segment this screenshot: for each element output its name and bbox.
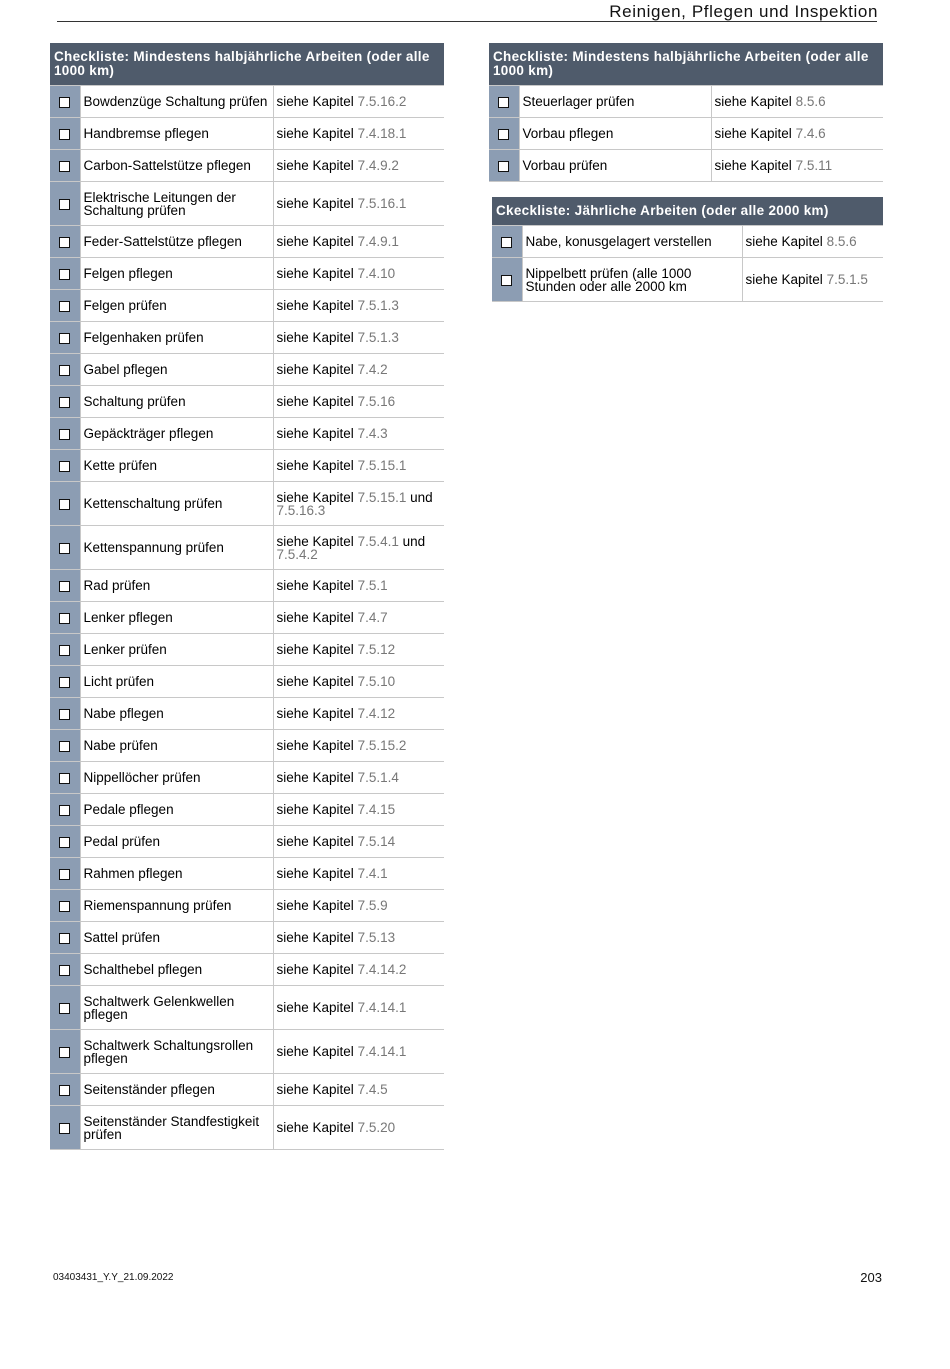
checkbox-cell bbox=[489, 150, 519, 182]
chapter-reference bbox=[273, 482, 444, 526]
checklist-row bbox=[50, 258, 444, 290]
reference-prefix: siehe Kapitel bbox=[745, 234, 823, 249]
task-label: Handbremse pflegen bbox=[80, 118, 273, 150]
reference-prefix: siehe Kapitel bbox=[276, 834, 354, 849]
checkbox[interactable] bbox=[59, 869, 70, 880]
checklist-row bbox=[50, 602, 444, 634]
task-label: Kettenschaltung prüfen bbox=[80, 482, 273, 526]
reference-prefix: siehe Kapitel bbox=[276, 1120, 354, 1135]
chapter-reference bbox=[273, 570, 444, 602]
task-label: Felgenhaken prüfen bbox=[80, 322, 273, 354]
chapter-reference bbox=[273, 86, 444, 118]
chapter-number-link[interactable]: 7.4.14.1 bbox=[357, 1044, 407, 1059]
checkbox-cell bbox=[50, 258, 80, 290]
chapter-number-link[interactable]: 7.5.1.5 bbox=[826, 272, 868, 287]
checklist-row bbox=[50, 226, 444, 258]
checklist-row bbox=[50, 986, 444, 1030]
chapter-number-link[interactable]: 7.5.16.1 bbox=[357, 196, 407, 211]
reference-prefix: siehe Kapitel bbox=[276, 126, 354, 141]
reference-prefix: siehe Kapitel bbox=[276, 578, 354, 593]
checkbox-cell bbox=[50, 826, 80, 858]
reference-prefix: siehe Kapitel bbox=[276, 158, 354, 173]
reference-prefix: siehe Kapitel bbox=[276, 266, 354, 281]
page-header-title: Reinigen, Pflegen und Inspektion bbox=[609, 2, 878, 21]
checkbox-cell bbox=[50, 322, 80, 354]
checkbox-cell bbox=[50, 450, 80, 482]
chapter-number-link[interactable]: 7.4.12 bbox=[357, 706, 396, 721]
task-label: Rahmen pflegen bbox=[80, 858, 273, 890]
task-label: Seitenständer Standfestigkeit prüfen bbox=[80, 1106, 273, 1150]
task-label: Felgen prüfen bbox=[80, 290, 273, 322]
chapter-reference bbox=[273, 118, 444, 150]
checkbox[interactable] bbox=[59, 933, 70, 944]
reference-prefix: siehe Kapitel bbox=[276, 674, 354, 689]
task-label: Elektrische Leitungen der Schaltung prüfen bbox=[80, 182, 273, 226]
checkbox[interactable] bbox=[498, 161, 509, 172]
checklist-row bbox=[50, 570, 444, 602]
chapter-reference bbox=[273, 1030, 444, 1074]
reference-prefix: siehe Kapitel bbox=[276, 610, 354, 625]
checklist-row bbox=[50, 322, 444, 354]
chapter-number-link[interactable]: 7.5.16.2 bbox=[357, 94, 407, 109]
reference-prefix: siehe Kapitel bbox=[276, 866, 354, 881]
checklist-row bbox=[50, 954, 444, 986]
task-label: Vorbau pflegen bbox=[519, 118, 711, 150]
reference-prefix: siehe Kapitel bbox=[276, 362, 354, 377]
reference-prefix: siehe Kapitel bbox=[276, 489, 354, 505]
header-divider bbox=[57, 21, 877, 22]
checklist-row bbox=[50, 826, 444, 858]
task-label: Riemenspannung prüfen bbox=[80, 890, 273, 922]
reference-prefix: siehe Kapitel bbox=[714, 158, 792, 173]
checklist-row bbox=[492, 226, 883, 258]
reference-prefix: siehe Kapitel bbox=[745, 272, 823, 287]
chapter-reference bbox=[273, 986, 444, 1030]
reference-prefix: siehe Kapitel bbox=[276, 770, 354, 785]
checklist-row bbox=[50, 634, 444, 666]
reference-prefix: siehe Kapitel bbox=[276, 962, 354, 977]
checkbox[interactable] bbox=[59, 269, 70, 280]
chapter-number-link[interactable]: 7.5.9 bbox=[357, 898, 388, 913]
checklist-row bbox=[50, 182, 444, 226]
task-label: Gepäckträger pflegen bbox=[80, 418, 273, 450]
checklist-row bbox=[489, 118, 883, 150]
chapter-number-link[interactable]: 7.4.7 bbox=[357, 610, 388, 625]
table-title: Checkliste: Mindestens halbjährliche Arbeiten (oder alle 1000 km) bbox=[50, 43, 444, 86]
task-label: Nippellöcher prüfen bbox=[80, 762, 273, 794]
chapter-reference bbox=[273, 666, 444, 698]
task-label: Lenker prüfen bbox=[80, 634, 273, 666]
reference-prefix: siehe Kapitel bbox=[714, 94, 792, 109]
checkbox-cell bbox=[50, 86, 80, 118]
checkbox[interactable] bbox=[59, 237, 70, 248]
checklist-row bbox=[50, 386, 444, 418]
chapter-reference bbox=[711, 86, 883, 118]
checklist-row bbox=[50, 1106, 444, 1150]
task-label: Steuerlager prüfen bbox=[519, 86, 711, 118]
chapter-number-link[interactable]: 8.5.6 bbox=[826, 234, 857, 249]
reference-prefix: siehe Kapitel bbox=[276, 426, 354, 441]
chapter-reference bbox=[273, 182, 444, 226]
reference-prefix: siehe Kapitel bbox=[276, 642, 354, 657]
checkbox-cell bbox=[50, 858, 80, 890]
chapter-reference bbox=[273, 226, 444, 258]
task-label: Sattel prüfen bbox=[80, 922, 273, 954]
task-label: Nabe pflegen bbox=[80, 698, 273, 730]
chapter-number-link[interactable]: 7.5.16 bbox=[357, 394, 396, 409]
task-label: Vorbau prüfen bbox=[519, 150, 711, 182]
checkbox[interactable] bbox=[59, 1085, 70, 1096]
task-label: Nippelbett prüfen (alle 1000 Stunden oder alle 2000 km bbox=[522, 258, 742, 302]
task-label: Rad prüfen bbox=[80, 570, 273, 602]
reference-prefix: siehe Kapitel bbox=[276, 898, 354, 913]
checkbox-cell bbox=[50, 986, 80, 1030]
chapter-reference bbox=[273, 354, 444, 386]
checkbox-cell bbox=[50, 386, 80, 418]
checklist-row bbox=[50, 666, 444, 698]
checkbox[interactable] bbox=[59, 333, 70, 344]
checkbox[interactable] bbox=[59, 613, 70, 624]
document-code: 03403431_Y.Y_21.09.2022 bbox=[53, 1272, 174, 1283]
checkbox[interactable] bbox=[59, 741, 70, 752]
chapter-number-link[interactable]: 7.5.10 bbox=[357, 674, 396, 689]
chapter-number-link[interactable]: 7.4.10 bbox=[357, 266, 396, 281]
chapter-reference bbox=[273, 418, 444, 450]
chapter-number-link[interactable]: 7.5.12 bbox=[357, 642, 396, 657]
page-number: 203 bbox=[860, 1270, 882, 1285]
checklist-row bbox=[50, 526, 444, 570]
checkbox[interactable] bbox=[59, 365, 70, 376]
checkbox-cell bbox=[50, 1106, 80, 1150]
chapter-number-link[interactable]: 7.4.14.1 bbox=[357, 1000, 407, 1015]
reference-prefix: siehe Kapitel bbox=[276, 738, 354, 753]
checkbox-cell bbox=[50, 150, 80, 182]
checkbox-cell bbox=[50, 698, 80, 730]
checklist-row bbox=[50, 418, 444, 450]
checklist-row bbox=[50, 890, 444, 922]
table-title: Ckeckliste: Jährliche Arbeiten (oder alle 2000 km) bbox=[492, 197, 883, 226]
checklist-row bbox=[50, 450, 444, 482]
checklist-row bbox=[50, 290, 444, 322]
checklist-row bbox=[50, 858, 444, 890]
chapter-reference bbox=[273, 602, 444, 634]
checkbox-cell bbox=[50, 602, 80, 634]
checkbox-cell bbox=[50, 762, 80, 794]
checklist-row bbox=[50, 1030, 444, 1074]
task-label: Schaltung prüfen bbox=[80, 386, 273, 418]
checklist-row bbox=[50, 482, 444, 526]
checkbox[interactable] bbox=[59, 805, 70, 816]
checklist-row bbox=[492, 258, 883, 302]
task-label: Schaltwerk Gelenkwellen pflegen bbox=[80, 986, 273, 1030]
task-label: Lenker pflegen bbox=[80, 602, 273, 634]
chapter-reference bbox=[273, 890, 444, 922]
chapter-number-link[interactable]: 7.4.9.1 bbox=[357, 234, 399, 249]
checkbox[interactable] bbox=[59, 837, 70, 848]
chapter-number-link[interactable]: 7.5.1.4 bbox=[357, 770, 399, 785]
chapter-number-link[interactable]: 7.5.11 bbox=[795, 158, 833, 173]
chapter-number-link[interactable]: 8.5.6 bbox=[795, 94, 826, 109]
checkbox-cell bbox=[492, 258, 522, 302]
checkbox[interactable] bbox=[59, 161, 70, 172]
chapter-number-link[interactable]: 7.5.14 bbox=[357, 834, 396, 849]
chapter-number-link[interactable]: 7.5.20 bbox=[357, 1120, 396, 1135]
chapter-number-link[interactable]: 7.5.15.2 bbox=[357, 738, 407, 753]
chapter-reference bbox=[273, 954, 444, 986]
chapter-number-link[interactable]: 7.4.3 bbox=[357, 426, 388, 441]
chapter-number-link[interactable]: 7.5.13 bbox=[357, 930, 396, 945]
task-label: Carbon-Sattelstütze pflegen bbox=[80, 150, 273, 182]
chapter-number-link[interactable]: 7.5.15.1 bbox=[357, 458, 407, 473]
chapter-number-link[interactable]: 7.5.16.3 bbox=[276, 502, 326, 518]
reference-joiner: und bbox=[410, 489, 433, 505]
checkbox[interactable] bbox=[59, 461, 70, 472]
chapter-reference bbox=[273, 1106, 444, 1150]
chapter-reference bbox=[273, 258, 444, 290]
checkbox-cell bbox=[50, 182, 80, 226]
checkbox-cell bbox=[50, 418, 80, 450]
task-label: Felgen pflegen bbox=[80, 258, 273, 290]
checkbox-cell bbox=[50, 730, 80, 762]
chapter-reference bbox=[273, 1074, 444, 1106]
reference-prefix: siehe Kapitel bbox=[276, 298, 354, 313]
checkbox-cell bbox=[50, 226, 80, 258]
checkbox-cell bbox=[50, 890, 80, 922]
reference-joiner: und bbox=[402, 533, 426, 549]
reference-prefix: siehe Kapitel bbox=[276, 1000, 354, 1015]
checklist-row bbox=[489, 86, 883, 118]
reference-prefix: siehe Kapitel bbox=[276, 458, 354, 473]
task-label: Kette prüfen bbox=[80, 450, 273, 482]
chapter-reference bbox=[273, 858, 444, 890]
checklist-table-yearly bbox=[492, 197, 883, 302]
checkbox-cell bbox=[50, 1074, 80, 1106]
checkbox-cell bbox=[50, 290, 80, 322]
checkbox-cell bbox=[50, 794, 80, 826]
chapter-reference bbox=[742, 226, 883, 258]
checkbox[interactable] bbox=[498, 97, 509, 108]
reference-prefix: siehe Kapitel bbox=[276, 802, 354, 817]
checkbox[interactable] bbox=[59, 773, 70, 784]
chapter-number-link[interactable]: 7.5.1.3 bbox=[357, 298, 399, 313]
checkbox[interactable] bbox=[59, 709, 70, 720]
chapter-reference bbox=[273, 290, 444, 322]
chapter-number-link[interactable]: 7.4.6 bbox=[795, 126, 826, 141]
task-label: Gabel pflegen bbox=[80, 354, 273, 386]
checkbox[interactable] bbox=[59, 1003, 70, 1014]
checkbox[interactable] bbox=[59, 581, 70, 592]
checkbox[interactable] bbox=[59, 1123, 70, 1134]
checkbox[interactable] bbox=[59, 965, 70, 976]
chapter-number-link[interactable]: 7.4.9.2 bbox=[357, 158, 399, 173]
reference-prefix: siehe Kapitel bbox=[276, 533, 354, 549]
checkbox[interactable] bbox=[501, 237, 512, 248]
task-label: Pedale pflegen bbox=[80, 794, 273, 826]
task-label: Seitenständer pflegen bbox=[80, 1074, 273, 1106]
checkbox-cell bbox=[489, 86, 519, 118]
checkbox[interactable] bbox=[59, 301, 70, 312]
checklist-table-halfyearly-continued bbox=[489, 43, 883, 182]
chapter-reference bbox=[711, 118, 883, 150]
checklist-row bbox=[50, 86, 444, 118]
chapter-reference bbox=[273, 698, 444, 730]
checkbox[interactable] bbox=[59, 129, 70, 140]
checkbox[interactable] bbox=[59, 97, 70, 108]
checkbox[interactable] bbox=[59, 901, 70, 912]
checkbox[interactable] bbox=[498, 129, 509, 140]
chapter-number-link[interactable]: 7.5.1.3 bbox=[357, 330, 399, 345]
chapter-number-link[interactable]: 7.5.15.1 bbox=[357, 489, 407, 505]
reference-prefix: siehe Kapitel bbox=[276, 706, 354, 721]
chapter-reference bbox=[273, 922, 444, 954]
chapter-number-link[interactable]: 7.4.14.2 bbox=[357, 962, 407, 977]
checkbox[interactable] bbox=[59, 499, 70, 510]
chapter-reference bbox=[711, 150, 883, 182]
checklist-table-halfyearly bbox=[50, 43, 444, 1150]
checklist-row bbox=[50, 698, 444, 730]
checkbox[interactable] bbox=[59, 677, 70, 688]
task-label: Kettenspannung prüfen bbox=[80, 526, 273, 570]
reference-prefix: siehe Kapitel bbox=[714, 126, 792, 141]
chapter-reference bbox=[273, 386, 444, 418]
checklist-row bbox=[489, 150, 883, 182]
checklist-row bbox=[50, 150, 444, 182]
checkbox-cell bbox=[50, 570, 80, 602]
checklist-row bbox=[50, 762, 444, 794]
checklist-row bbox=[50, 730, 444, 762]
checkbox-cell bbox=[50, 482, 80, 526]
chapter-number-link[interactable]: 7.4.15 bbox=[357, 802, 396, 817]
checkbox[interactable] bbox=[59, 645, 70, 656]
reference-prefix: siehe Kapitel bbox=[276, 330, 354, 345]
table-title: Checkliste: Mindestens halbjährliche Arbeiten (oder alle 1000 km) bbox=[489, 43, 883, 86]
chapter-reference bbox=[273, 150, 444, 182]
chapter-reference bbox=[273, 526, 444, 570]
chapter-reference bbox=[273, 826, 444, 858]
reference-prefix: siehe Kapitel bbox=[276, 196, 354, 211]
chapter-reference bbox=[273, 762, 444, 794]
checkbox-cell bbox=[50, 666, 80, 698]
reference-prefix: siehe Kapitel bbox=[276, 94, 354, 109]
checkbox-cell bbox=[489, 118, 519, 150]
reference-prefix: siehe Kapitel bbox=[276, 394, 354, 409]
checkbox-cell bbox=[50, 922, 80, 954]
checkbox[interactable] bbox=[59, 543, 70, 554]
task-label: Nabe, konusgelagert verstellen bbox=[522, 226, 742, 258]
task-label: Schaltwerk Schaltungsrollen pflegen bbox=[80, 1030, 273, 1074]
task-label: Schalthebel pflegen bbox=[80, 954, 273, 986]
checkbox-cell bbox=[492, 226, 522, 258]
task-label: Licht prüfen bbox=[80, 666, 273, 698]
chapter-number-link[interactable]: 7.5.1 bbox=[357, 578, 388, 593]
checkbox[interactable] bbox=[501, 275, 512, 286]
chapter-number-link[interactable]: 7.4.2 bbox=[357, 362, 388, 377]
chapter-number-link[interactable]: 7.5.4.1 bbox=[357, 533, 399, 549]
checkbox-cell bbox=[50, 118, 80, 150]
checklist-row bbox=[50, 1074, 444, 1106]
task-label: Feder-Sattelstütze pflegen bbox=[80, 226, 273, 258]
chapter-number-link[interactable]: 7.4.5 bbox=[357, 1082, 388, 1097]
reference-prefix: siehe Kapitel bbox=[276, 1044, 354, 1059]
task-label: Bowdenzüge Schaltung prüfen bbox=[80, 86, 273, 118]
chapter-reference bbox=[273, 634, 444, 666]
reference-prefix: siehe Kapitel bbox=[276, 234, 354, 249]
checklist-row bbox=[50, 794, 444, 826]
checkbox[interactable] bbox=[59, 429, 70, 440]
checkbox-cell bbox=[50, 354, 80, 386]
chapter-reference bbox=[273, 450, 444, 482]
chapter-reference bbox=[273, 322, 444, 354]
checklist-row bbox=[50, 354, 444, 386]
checkbox[interactable] bbox=[59, 199, 70, 210]
checklist-row bbox=[50, 118, 444, 150]
chapter-number-link[interactable]: 7.5.4.2 bbox=[276, 546, 318, 562]
chapter-reference bbox=[742, 258, 883, 302]
chapter-reference bbox=[273, 730, 444, 762]
chapter-number-link[interactable]: 7.4.18.1 bbox=[357, 126, 407, 141]
checklist-row bbox=[50, 922, 444, 954]
reference-prefix: siehe Kapitel bbox=[276, 930, 354, 945]
chapter-number-link[interactable]: 7.4.1 bbox=[357, 866, 388, 881]
checkbox[interactable] bbox=[59, 397, 70, 408]
task-label: Nabe prüfen bbox=[80, 730, 273, 762]
checkbox-cell bbox=[50, 1030, 80, 1074]
checkbox-cell bbox=[50, 954, 80, 986]
task-label: Pedal prüfen bbox=[80, 826, 273, 858]
checkbox-cell bbox=[50, 526, 80, 570]
reference-prefix: siehe Kapitel bbox=[276, 1082, 354, 1097]
chapter-reference bbox=[273, 794, 444, 826]
checkbox[interactable] bbox=[59, 1047, 70, 1058]
checkbox-cell bbox=[50, 634, 80, 666]
